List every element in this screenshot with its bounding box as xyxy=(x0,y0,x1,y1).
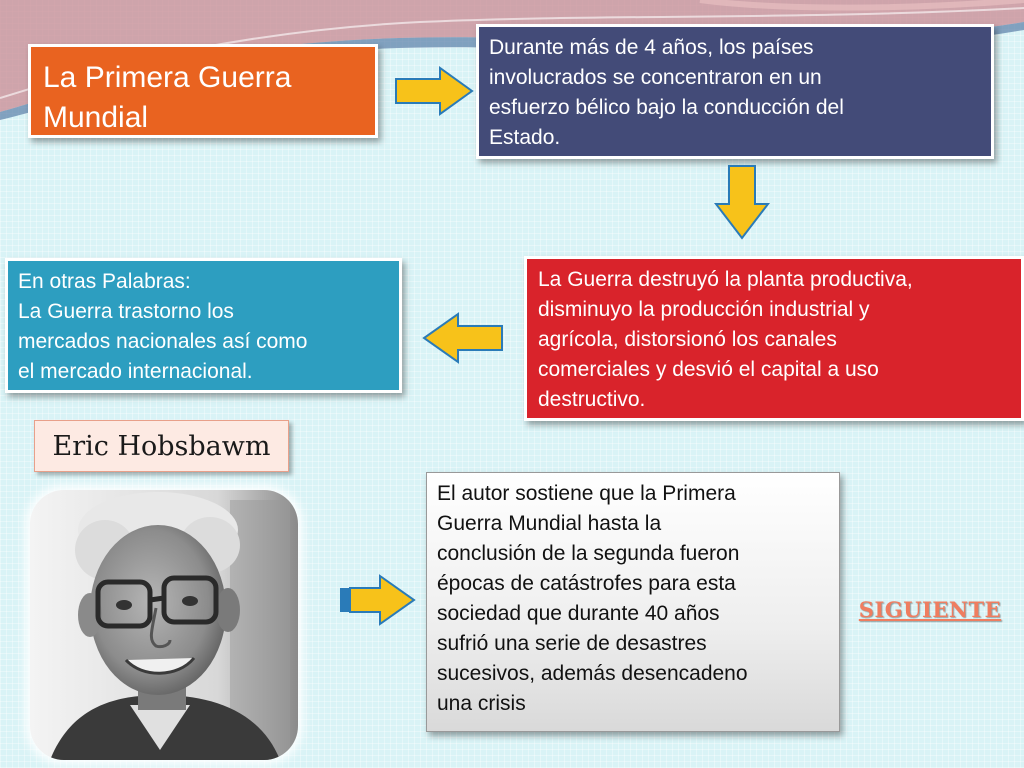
box-line: Guerra Mundial hasta la xyxy=(437,512,662,535)
box-line: La Guerra trastorno los xyxy=(18,300,234,323)
arrow-right-icon xyxy=(394,66,474,116)
box-line: sociedad que durante 40 años xyxy=(437,602,720,625)
box-line: destructivo. xyxy=(538,388,646,411)
box-line: La Guerra destruyó la planta productiva, xyxy=(538,268,913,291)
box-line: El autor sostiene que la Primera xyxy=(437,482,736,505)
box-line: conclusión de la segunda fueron xyxy=(437,542,740,565)
box-line: sucesivos, además desencadeno xyxy=(437,662,748,685)
author-name-label: Eric Hobsbawm xyxy=(34,420,289,472)
box-line: mercados nacionales así como xyxy=(18,330,308,353)
box-line: una crisis xyxy=(437,692,526,715)
arrow-down-icon xyxy=(714,164,770,240)
box-line: Durante más de 4 años, los países xyxy=(489,36,814,59)
box-line: Estado. xyxy=(489,126,561,149)
title-line-1: La Primera Guerra xyxy=(43,61,292,94)
box-line: épocas de catástrofes para esta xyxy=(437,572,736,595)
box-line: comerciales y desvió el capital a uso xyxy=(538,358,879,381)
author-photo xyxy=(30,490,298,760)
box-line: agrícola, distorsionó los canales xyxy=(538,328,837,351)
war-effort-box xyxy=(476,24,994,159)
title-line-2: Mundial xyxy=(43,101,149,134)
box-line: sufrió una serie de desastres xyxy=(437,632,707,655)
destruction-box xyxy=(524,256,1024,421)
arrow-right-icon xyxy=(338,574,416,626)
title-box xyxy=(28,44,378,138)
arrow-left-icon xyxy=(422,312,504,364)
box-line: esfuerzo bélico bajo la conducción del xyxy=(489,96,844,119)
author-thesis-box xyxy=(426,472,840,732)
portrait-image xyxy=(30,490,298,760)
box-line: el mercado internacional. xyxy=(18,360,253,383)
box-line: En otras Palabras: xyxy=(18,270,191,293)
box-line: disminuyo la producción industrial y xyxy=(538,298,870,321)
next-link[interactable]: SIGUIENTE xyxy=(858,597,1002,622)
summary-box xyxy=(5,258,402,393)
box-line: involucrados se concentraron en un xyxy=(489,66,822,89)
